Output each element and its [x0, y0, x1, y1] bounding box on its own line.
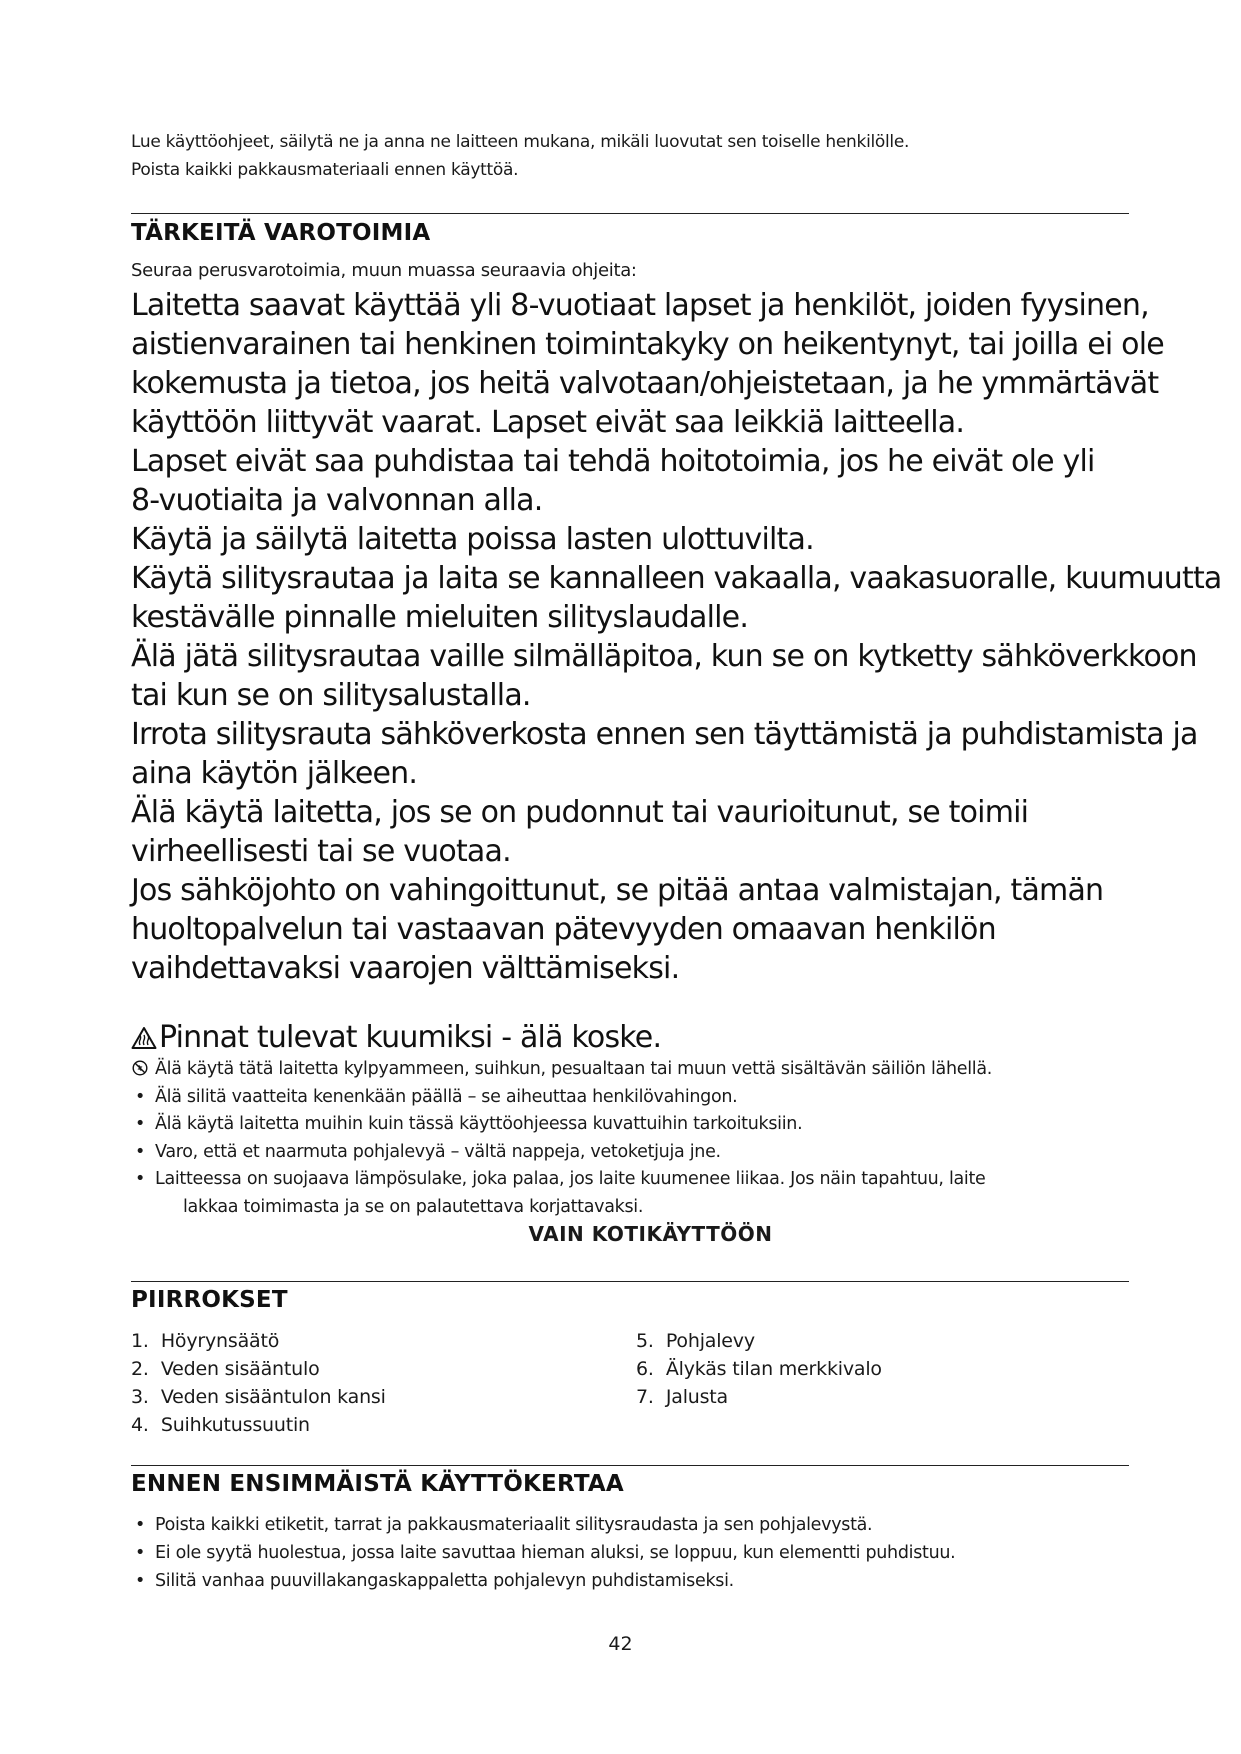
list-item-text: Älä silitä vaatteita kenenkään päällä – se aiheuttaa henkilövahingon. [155, 1086, 738, 1107]
instruction-line: kokemusta ja tietoa, jos heitä valvotaan/ohjeistetaan, ja he ymmärtävät [131, 366, 1159, 401]
instruction-line: Laitetta saavat käyttää yli 8-vuotiaat lapset ja henkilöt, joiden fyysinen, [131, 288, 1149, 323]
bullet-mark: • [134, 1543, 146, 1563]
hot-surface-warning [131, 1020, 661, 1058]
list-item [131, 1166, 1131, 1194]
section-divider [131, 1281, 1129, 1282]
page-number: 42 [608, 1633, 633, 1655]
instruction-line: käyttöön liittyvät vaarat. Lapset eivät saa leikkiä laitteella. [131, 405, 965, 440]
intro-line: Poista kaikki pakkausmateriaali ennen käyttöä. [131, 160, 519, 180]
part-item [636, 1327, 882, 1355]
part-label: Älykäs tilan merkkivalo [665, 1358, 882, 1380]
safety-bullet-list [131, 1056, 1131, 1221]
list-item [131, 1056, 1131, 1084]
list-item [131, 1084, 1131, 1112]
instruction-line: Irrota silitysrauta sähköverkosta ennen sen täyttämistä ja puhdistamista ja [131, 717, 1198, 752]
list-item-text: Älä käytä tätä laitetta kylpyammeen, suihkun, pesualtaan tai muun vettä sisältävän säiliön lähellä. [155, 1059, 993, 1079]
part-number: 4. [131, 1414, 149, 1436]
safety-subtitle: Seuraa perusvarotoimia, muun muassa seuraavia ohjeita: [131, 260, 637, 281]
bullet-mark: • [134, 1114, 146, 1134]
part-label: Jalusta [665, 1386, 729, 1408]
instruction-line: huoltopalvelun tai vastaavan pätevyyden omaavan henkilön [131, 912, 996, 947]
part-item [131, 1327, 386, 1355]
instruction-line: 8-vuotiaita ja valvonnan alla. [131, 483, 543, 518]
parts-list-left [131, 1327, 386, 1439]
first-use-list [131, 1511, 1131, 1595]
part-label: Veden sisääntulon kansi [160, 1386, 386, 1408]
part-item [636, 1383, 882, 1411]
part-number: 1. [131, 1330, 149, 1352]
instruction-line: vaihdettavaksi vaarojen välttämiseksi. [131, 951, 680, 986]
list-item [131, 1567, 1131, 1595]
instruction-line: Älä jätä silitysrautaa vaille silmälläpitoa, kun se on kytketty sähköverkkoon [131, 639, 1197, 674]
bullet-mark: • [134, 1515, 146, 1535]
part-number: 7. [636, 1386, 654, 1408]
list-item-text: Poista kaikki etiketit, tarrat ja pakkausmateriaalit silitysraudasta ja sen pohjalevystä. [155, 1515, 873, 1535]
list-item [131, 1511, 1131, 1539]
part-number: 6. [636, 1358, 654, 1380]
part-item [131, 1355, 386, 1383]
part-number: 5. [636, 1330, 654, 1352]
part-number: 2. [131, 1358, 149, 1380]
instruction-line: Lapset eivät saa puhdistaa tai tehdä hoitotoimia, jos he eivät ole yli [131, 444, 1095, 479]
first-use-heading: ENNEN ENSIMMÄISTÄ KÄYTTÖKERTAA [131, 1471, 624, 1497]
instruction-line: Jos sähköjohto on vahingoittunut, se pitää antaa valmistajan, tämän [131, 873, 1104, 908]
list-item [131, 1139, 1131, 1167]
bullet-mark: • [134, 1571, 146, 1591]
intro-line: Lue käyttöohjeet, säilytä ne ja anna ne laitteen mukana, mikäli luovutat sen toiselle henkilölle. [131, 132, 910, 152]
intro-text [131, 128, 1111, 184]
part-label: Höyrynsäätö [160, 1330, 280, 1352]
instruction-line: tai kun se on silitysalustalla. [131, 678, 531, 713]
list-item-text: Varo, että et naarmuta pohjalevyä – vältä nappeja, vetoketjuja jne. [155, 1141, 721, 1162]
parts-list-right [636, 1327, 882, 1411]
bullet-mark: • [134, 1086, 146, 1107]
part-item [131, 1411, 386, 1439]
list-item-text: Silitä vanhaa puuvillakangaskappaletta pohjalevyn puhdistamiseksi. [155, 1571, 734, 1591]
instruction-line: aina käytön jälkeen. [131, 756, 418, 791]
no-water-icon [131, 1056, 149, 1084]
list-item [131, 1111, 1131, 1139]
part-number: 3. [131, 1386, 149, 1408]
list-item-continuation: lakkaa toimimasta ja se on palautettava korjattavaksi. [183, 1196, 644, 1217]
list-item-text: Älä käytä laitetta muihin kuin tässä käyttöohjeessa kuvattuihin tarkoituksiin. [155, 1114, 803, 1134]
section-divider [131, 1465, 1129, 1466]
instruction-line: Käytä ja säilytä laitetta poissa lasten ulottuvilta. [131, 522, 814, 557]
part-label: Veden sisääntulo [160, 1358, 320, 1380]
list-item [131, 1539, 1131, 1567]
safety-heading: TÄRKEITÄ VAROTOIMIA [131, 220, 431, 246]
hot-surface-warning-icon [131, 1023, 157, 1058]
list-item-text: Ei ole syytä huolestua, jossa laite savuttaa hieman aluksi, se loppuu, kun elementti puhdistuu. [155, 1543, 956, 1563]
bullet-mark: • [134, 1141, 146, 1162]
part-label: Suihkutussuutin [160, 1414, 310, 1436]
domestic-use-notice [0, 1222, 1241, 1246]
instruction-line: Käytä silitysrautaa ja laita se kannalleen vakaalla, vaakasuoralle, kuumuutta [131, 561, 1222, 596]
safety-instructions [131, 286, 1222, 988]
hot-surface-warning-text: Pinnat tulevat kuumiksi - älä koske. [159, 1020, 662, 1055]
part-item [636, 1355, 882, 1383]
part-item [131, 1383, 386, 1411]
instruction-line: aistienvarainen tai henkinen toimintakyky on heikentynyt, tai joilla ei ole [131, 327, 1164, 362]
instruction-line: Älä käytä laitetta, jos se on pudonnut tai vaurioitunut, se toimii [131, 795, 1029, 830]
bullet-mark: • [134, 1169, 146, 1189]
section-divider [131, 213, 1129, 214]
list-item-text: Laitteessa on suojaava lämpösulake, joka palaa, jos laite kuumenee liikaa. Jos näin tapahtuu, laite [155, 1169, 986, 1189]
domestic-use-text: VAIN KOTIKÄYTTÖÖN [528, 1222, 773, 1246]
part-label: Pohjalevy [665, 1330, 755, 1352]
drawings-heading: PIIRROKSET [131, 1287, 288, 1313]
instruction-line: kestävälle pinnalle mieluiten silityslaudalle. [131, 600, 749, 635]
instruction-line: virheellisesti tai se vuotaa. [131, 834, 511, 869]
